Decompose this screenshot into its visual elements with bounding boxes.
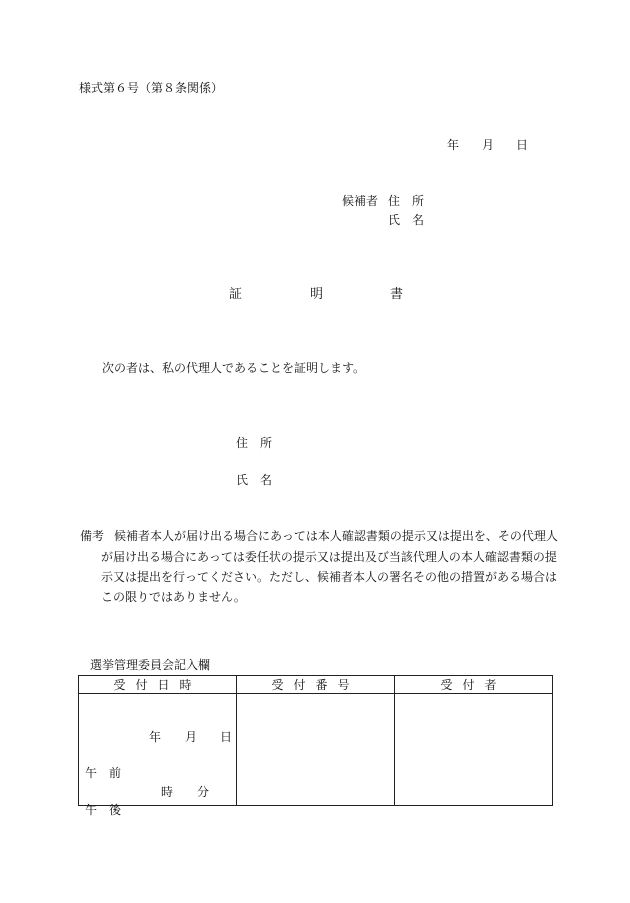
reception-number-cell[interactable] [237, 694, 395, 806]
reception-datetime-cell[interactable] [79, 694, 237, 817]
cell-pm-label: 午 後 [85, 803, 122, 817]
candidate-name-label: 氏 名 [388, 213, 425, 227]
statement-text: 次の者は、私の代理人であることを証明します。 [102, 361, 366, 375]
date-year-label: 年 [447, 138, 460, 152]
header-reception-number: 受付番号 [237, 676, 395, 694]
cell-hour-label: 時 [161, 785, 174, 799]
committee-entry-table [78, 675, 553, 817]
candidate-label: 候補者 [342, 194, 379, 208]
header-receiver: 受付者 [395, 676, 553, 694]
cell-month-label: 月 [185, 730, 198, 744]
form-number: 様式第６号（第８条関係） [79, 81, 224, 95]
remarks-line-1: 候補者本人が届け出る場合にあっては本人確認書類の提示又は提出を、その代理人 [114, 529, 558, 543]
title-char-3: 書 [390, 287, 404, 302]
receiver-cell[interactable] [395, 694, 553, 806]
remarks-line-4: この限りではありません。 [101, 590, 246, 604]
committee-title: 選挙管理委員会記入欄 [90, 658, 211, 672]
date-month-label: 月 [482, 138, 495, 152]
remarks-heading: 備考 [80, 529, 105, 543]
header-reception-datetime: 受付日時 [79, 676, 237, 694]
candidate-address-label: 住 所 [388, 194, 425, 208]
cell-am-label: 午 前 [85, 766, 122, 780]
remarks-line-2: が届け出る場合にあっては委任状の提示又は提出及び当該代理人の本人確認書類の提 [101, 550, 557, 564]
title-char-2: 明 [310, 287, 324, 302]
agent-address-label: 住 所 [236, 436, 273, 450]
remarks-line-3: 示又は提出を行ってください。ただし、候補者本人の署名その他の措置がある場合は [101, 570, 558, 584]
cell-minute-label: 分 [197, 785, 210, 799]
cell-year-label: 年 [149, 730, 162, 744]
agent-name-label: 氏 名 [236, 473, 273, 487]
title-char-1: 証 [229, 287, 243, 302]
date-day-label: 日 [516, 138, 529, 152]
cell-day-label: 日 [220, 730, 233, 744]
